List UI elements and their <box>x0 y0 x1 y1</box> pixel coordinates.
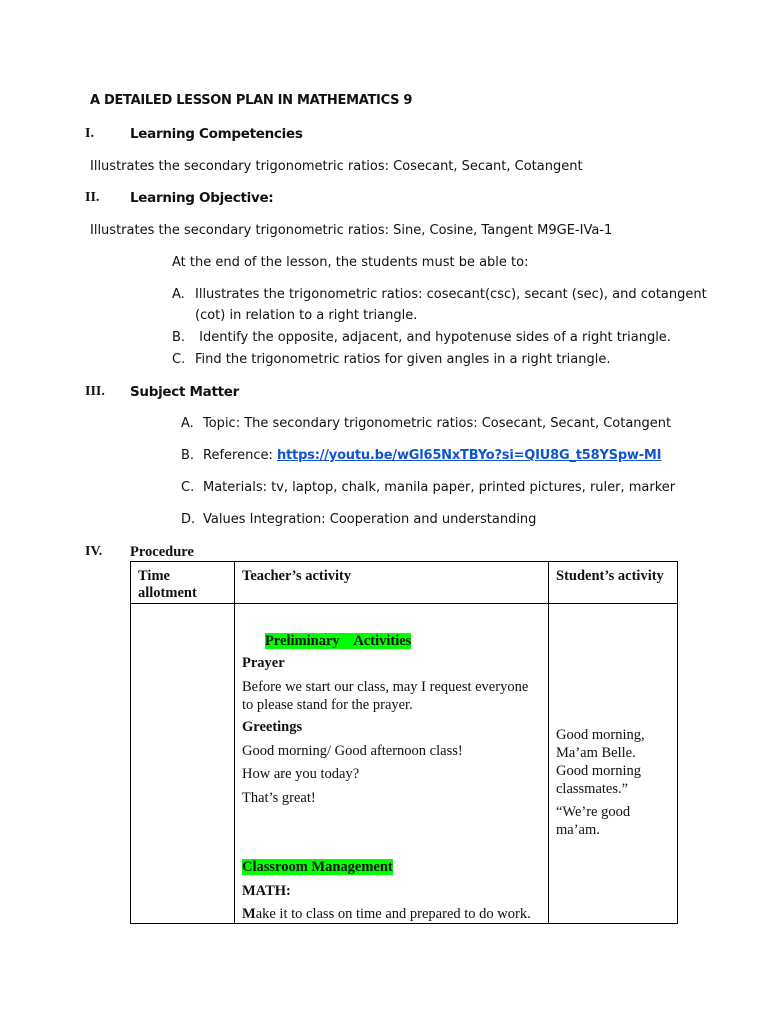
reference-label: Reference: <box>203 448 277 463</box>
section-number-iv: IV. <box>85 544 103 559</box>
student-cell <box>549 604 678 924</box>
header-time-line2: allotment <box>138 585 197 601</box>
competencies-text: Illustrates the secondary trigonometric ratios: Cosecant, Secant, Cotangent <box>90 159 583 174</box>
header-teacher-label: Teacher’s activity <box>242 568 352 584</box>
section-heading-competencies: Learning Competencies <box>130 126 303 142</box>
header-teacher <box>235 562 549 604</box>
subject-marker-c: C. <box>181 480 195 495</box>
objective-item-b: Identify the opposite, adjacent, and hypotenuse sides of a right triangle. <box>195 330 671 345</box>
objective-marker-c: C. <box>172 352 186 367</box>
reference-link[interactable]: https://youtu.be/wGl65NxTBYo?si=QIU8G_t58YSpw-MI <box>276 448 662 463</box>
header-time <box>131 562 235 604</box>
subject-values: Values Integration: Cooperation and understanding <box>203 512 537 527</box>
objective-text: Illustrates the secondary trigonometric ratios: Sine, Cosine, Tangent M9GE-IVa-1 <box>90 223 613 238</box>
section-number-i: I. <box>85 126 94 141</box>
preliminary-heading: Preliminary Activities <box>265 633 412 649</box>
subject-materials: Materials: tv, laptop, chalk, manila paper, printed pictures, ruler, marker <box>203 480 676 495</box>
prayer-line2: to please stand for the prayer. <box>242 697 413 713</box>
section-heading-objective: Learning Objective: <box>130 190 274 206</box>
procedure-table <box>130 561 678 924</box>
header-student-label: Student’s activity <box>556 568 664 584</box>
section-number-iii: III. <box>85 384 105 399</box>
math-heading: MATH: <box>242 883 291 899</box>
subject-marker-d: D. <box>181 512 196 527</box>
prayer-line1: Before we start our class, may I request everyone <box>242 679 529 695</box>
objective-marker-b: B. <box>172 330 186 345</box>
student-reply-1: Good morning, Ma’am Belle. Good morning classmates.” <box>556 727 645 797</box>
subject-marker-a: A. <box>181 416 194 431</box>
section-number-ii: II. <box>85 190 100 205</box>
section-heading-subject-matter: Subject Matter <box>130 384 240 400</box>
subject-reference <box>203 448 661 463</box>
classroom-management-heading: Classroom Management <box>242 859 393 875</box>
greeting-2: How are you today? <box>242 766 360 782</box>
math-rule: Make it to class on time and prepared to do work. <box>242 906 531 922</box>
greeting-1: Good morning/ Good afternoon class! <box>242 743 463 759</box>
header-time-line1: Time <box>138 568 170 584</box>
greetings-heading: Greetings <box>242 719 303 735</box>
teacher-cell <box>235 604 549 924</box>
objective-item-a-line1: Illustrates the trigonometric ratios: cosecant(csc), secant (sec), and cotangent <box>195 287 707 302</box>
subject-topic: Topic: The secondary trigonometric ratios: Cosecant, Secant, Cotangent <box>203 416 672 431</box>
header-student <box>549 562 678 604</box>
time-cell <box>131 604 235 924</box>
table-row <box>131 604 678 924</box>
table-header-row <box>131 562 678 604</box>
prayer-heading: Prayer <box>242 655 285 671</box>
student-reply-2: “We’re good ma’am. <box>556 804 631 838</box>
objective-item-c: Find the trigonometric ratios for given angles in a right triangle. <box>195 352 611 367</box>
greeting-3: That’s great! <box>242 790 316 806</box>
document-title: A DETAILED LESSON PLAN IN MATHEMATICS 9 <box>90 93 413 108</box>
objective-marker-a: A. <box>172 287 185 302</box>
objective-item-a-line2: (cot) in relation to a right triangle. <box>195 308 418 323</box>
subject-marker-b: B. <box>181 448 195 463</box>
objective-intro: At the end of the lesson, the students must be able to: <box>172 255 529 270</box>
section-heading-procedure: Procedure <box>130 544 194 560</box>
